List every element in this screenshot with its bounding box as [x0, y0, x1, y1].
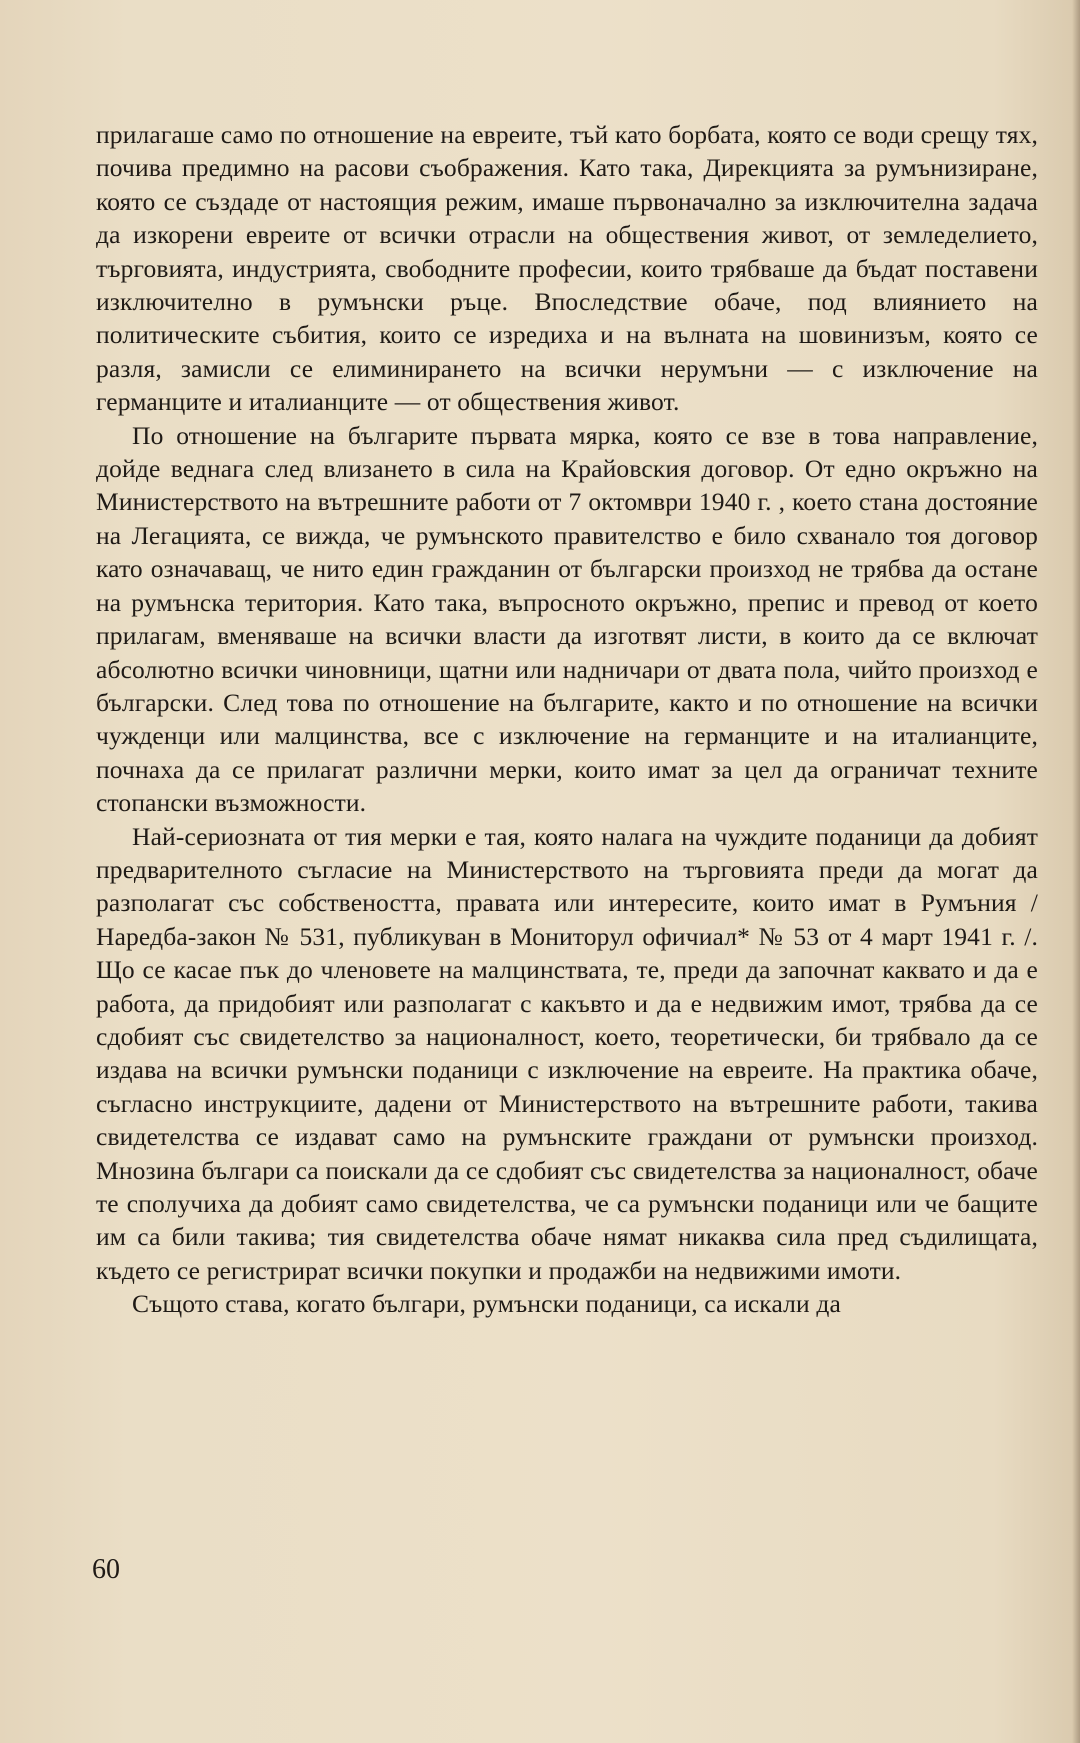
paragraph-3: Най-сериозната от тия мерки е тая, която налага на чуждите поданици да добият предварителното съгласие на Министерството на търговията преди да могат да разполагат със собствеността, правата или интересите, които имат в Румъния /Наредба-закон № 531, публикуван в Мониторул офичиал* № 53 от 4 март 1941 г. /. Що се касае пък до членовете на малцинствата, те, преди да започнат каквато и да е работа, да придобият или разполагат с какъвто и да е недвижим имот, трябва да се сдобият със свидетелство за националност, което, теоретически, би трябвало да се издава на всички румънски поданици с изключение на евреите. На практика обаче, съгласно инструкциите, дадени от Министерството на вътрешните работи, такива свидетелства се издават само на румънските граждани от румънски произход. Мнозина българи са поискали да се сдобият със свидетелства за националност, обаче те сполучиха да добият само свидетелства, че са румънски поданици или че бащите им са били такива; тия свидетелства обаче нямат никаква сила пред съдилищата, където се регистрират всички покупки и продажби на недвижими имоти.: [96, 821, 1038, 1285]
body-text: [96, 118, 1038, 1321]
paragraph-2: По отношение на българите първата мярка, която се взе в това направление, дойде веднага след влизането в сила на Крайовския договор. От едно окръжно на Министерството на вътрешните работи от 7 октомври 1940 г. , което стана достояние на Легацията, се вижда, че румънското правителство е било схванало тоя договор като означаващ, че нито един гражданин от български произход не трябва да остане на румънска територия. Като така, въпросното окръжно, препис и превод от което прилагам, вменяваше на всички власти да изготвят листи, в които да се включат абсолютно всички чиновници, щатни или надничари от двата пола, чийто произход е български. След това по отношение на българите, както и по отношение на всички чужденци или малцинства, все с изключение на германците и на италианците, почнаха да се прилагат различни мерки, които имат за цел да ограничат техните стопански възможности.: [96, 420, 1038, 818]
paragraph-1: прилагаше само по отношение на евреите, тъй като борбата, която се води срещу тях, почива предимно на расови съображения. Като така, Дирекцията за румънизиране, която се създаде от настоящия режим, имаше първоначално за изключителна задача да изкорени евреите от всички отрасли на обществения живот, от земледелието, търговията, индустрията, свободните професии, които трябваше да бъдат поставени изключително в румънски ръце. Впоследствие обаче, под влиянието на политическите събития, които се изредиха и на вълната на шовинизъм, която се разля, замисли се елиминирането на всички нерумъни — с изключение на германците и италианците — от обществения живот.: [96, 120, 1038, 417]
paragraph-4: Същото става, когато българи, румънски поданици, са искали да: [132, 1289, 841, 1319]
page-number: 60: [92, 1554, 120, 1585]
page-edge-shadow: [1072, 0, 1080, 1743]
